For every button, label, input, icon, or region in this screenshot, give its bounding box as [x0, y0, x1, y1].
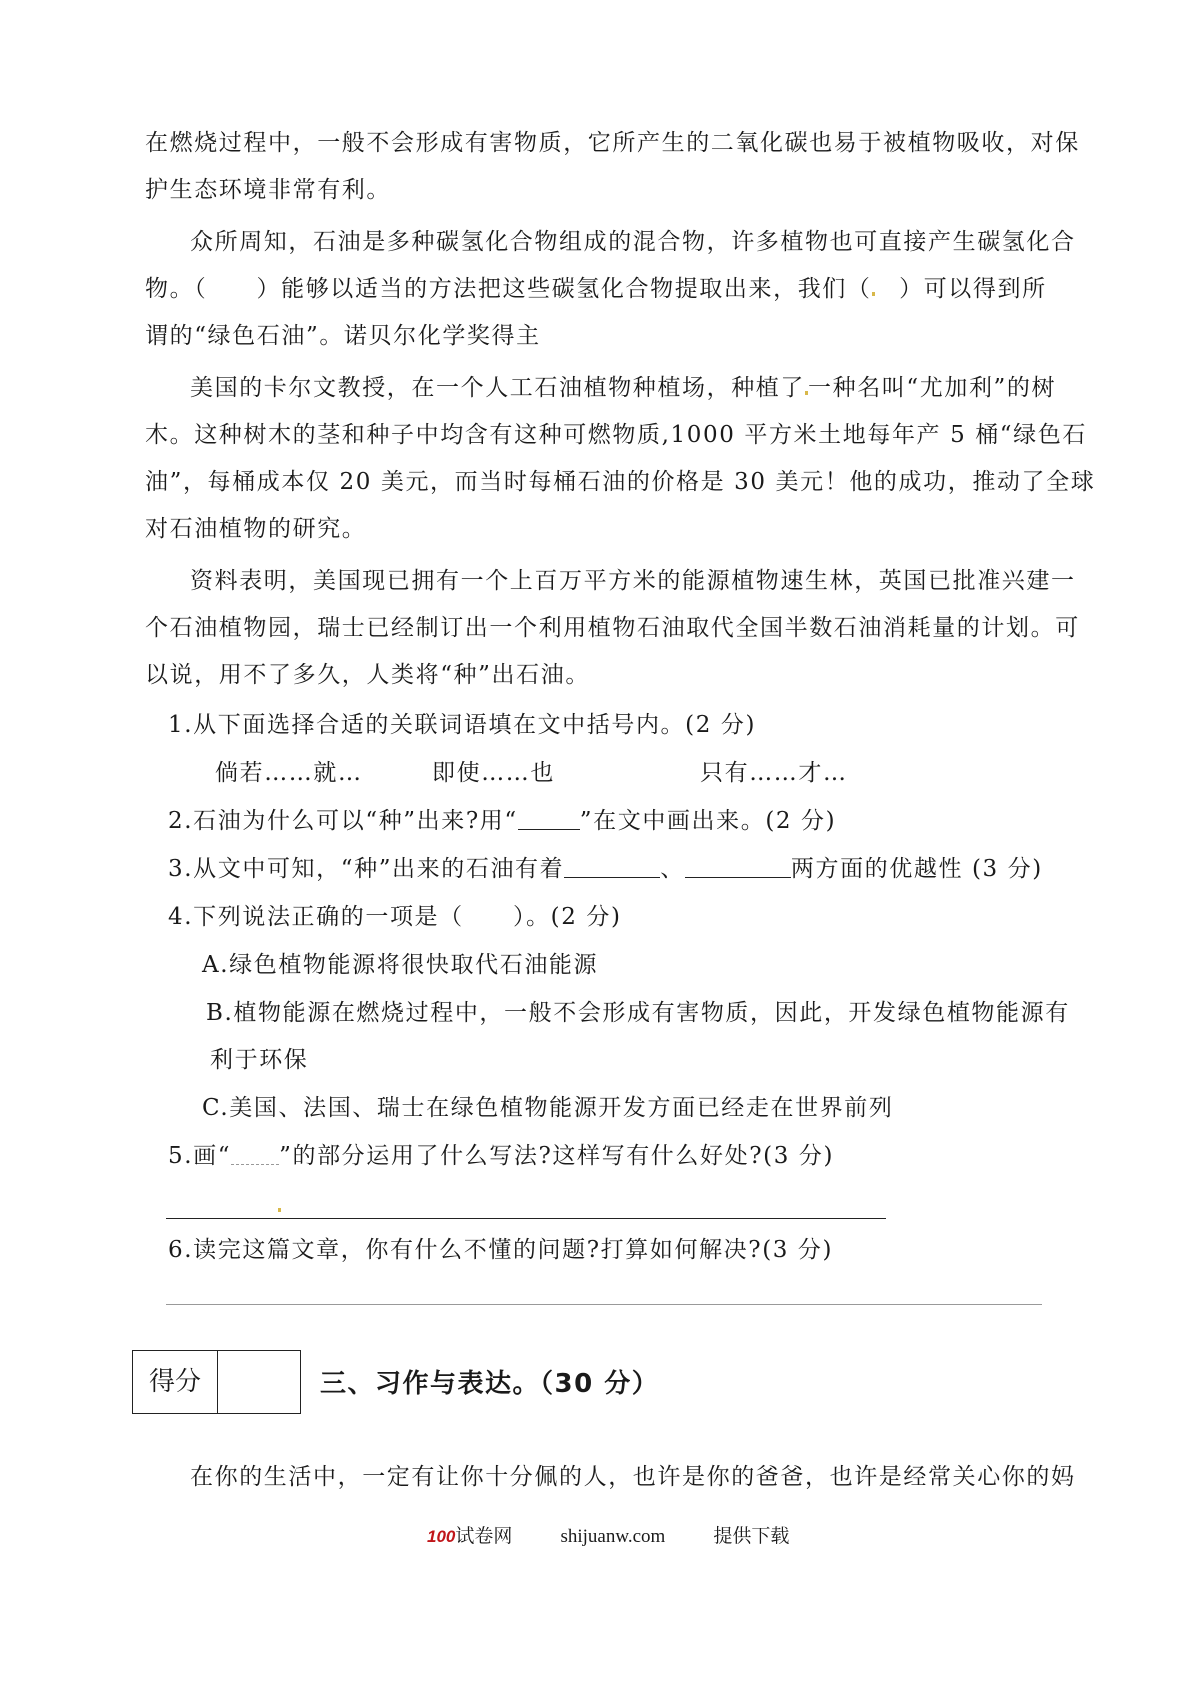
option-3: 只有……才…: [700, 760, 848, 786]
answer-blank[interactable]: [685, 855, 791, 878]
question-6: 6.读完这篇文章，你有什么不懂的问题?打算如何解决?(3 分): [168, 1237, 834, 1263]
question-text: ”在文中画出来。(2 分): [579, 808, 837, 834]
question-text: 2.石油为什么可以“种”出来?用“: [168, 808, 518, 834]
site-logo: 100: [427, 1527, 456, 1546]
passage-text: 一种名叫“尤加利”的树: [808, 375, 1057, 401]
wavy-mark-blank: [231, 1142, 279, 1165]
question-text: 3.从文中可知，“种”出来的石油有着: [168, 856, 565, 882]
site-label: 试卷网: [455, 1525, 513, 1547]
answer-blank[interactable]: [564, 855, 660, 878]
question-text: 、: [660, 856, 685, 882]
passage-line: [190, 373, 1056, 403]
passage-line: 资料表明，美国现已拥有一个上百万平方米的能源植物速生林，英国已批准兴建一: [190, 568, 1076, 594]
underline-blank: [518, 807, 580, 830]
option-1: 倘若……就…: [215, 760, 363, 786]
passage-line: 木。这种树木的茎和种子中均含有这种可燃物质,1000 平方米土地每年产 5 桶“绿色石: [145, 422, 1087, 448]
choice-c: C.美国、法国、瑞士在绿色植物能源开发方面已经走在世界前列: [202, 1095, 894, 1121]
passage-line: 以说，用不了多久，人类将“种”出石油。: [145, 662, 590, 688]
passage-line: 谓的“绿色石油”。诺贝尔化学奖得主: [145, 323, 541, 349]
passage-line: 油”，每桶成本仅 20 美元，而当时每桶石油的价格是 30 美元！他的成功，推动了全球: [145, 469, 1096, 495]
passage-line: 在燃烧过程中，一般不会形成有害物质，它所产生的二氧化碳也易于被植物吸收，对保: [145, 130, 1080, 156]
choice-b: B.植物能源在燃烧过程中，一般不会形成有害物质，因此，开发绿色植物能源有: [206, 1000, 1070, 1026]
passage-line: 众所周知，石油是多种碳氢化合物组成的混合物，许多植物也可直接产生碳氢化合: [190, 229, 1076, 255]
question-4: 4.下列说法正确的一项是（ ）。(2 分): [168, 904, 622, 930]
question-text: 5.画“: [168, 1143, 232, 1169]
choice-a: A.绿色植物能源将很快取代石油能源: [202, 952, 599, 978]
passage-text: 物。（ ）能够以适当的方法把这些碳氢化合物提取出来，我们（: [145, 276, 872, 302]
passage-line: 个石油植物园，瑞士已经制订出一个利用植物石油取代全国半数石油消耗量的计划。可: [145, 615, 1080, 641]
question-2: [168, 806, 836, 836]
site-domain[interactable]: shijuanw.com: [560, 1526, 666, 1547]
score-label: 得分: [133, 1351, 218, 1413]
passage-line: [145, 274, 1047, 304]
choice-b-cont: 利于环保: [210, 1047, 309, 1073]
option-2: 即使……也: [432, 760, 555, 786]
stray-dot: [278, 1208, 281, 1212]
score-box: [132, 1350, 301, 1414]
download-text: 提供下载: [713, 1525, 790, 1547]
question-text: ”的部分运用了什么写法?这样写有什么好处?(3 分): [279, 1143, 835, 1169]
section-title: 三、习作与表达。（30 分）: [320, 1369, 660, 1399]
passage-text: ）可以得到所: [874, 276, 1047, 302]
passage-line: 对石油植物的研究。: [145, 516, 367, 542]
answer-line-5[interactable]: [166, 1218, 886, 1219]
section-intro: 在你的生活中，一定有让你十分佩的人，也许是你的爸爸，也许是经常关心你的妈: [190, 1464, 1076, 1490]
question-1: 1.从下面选择合适的关联词语填在文中括号内。(2 分): [168, 712, 757, 738]
question-5: [168, 1141, 834, 1171]
passage-text: 美国的卡尔文教授，在一个人工石油植物种植场，种植了: [190, 375, 805, 401]
passage-line: 护生态环境非常有利。: [145, 177, 391, 203]
question-text: 两方面的优越性 (3 分): [790, 856, 1043, 882]
question-3: [168, 854, 1043, 884]
answer-line-6[interactable]: [166, 1304, 1042, 1305]
footer: [427, 1521, 789, 1548]
